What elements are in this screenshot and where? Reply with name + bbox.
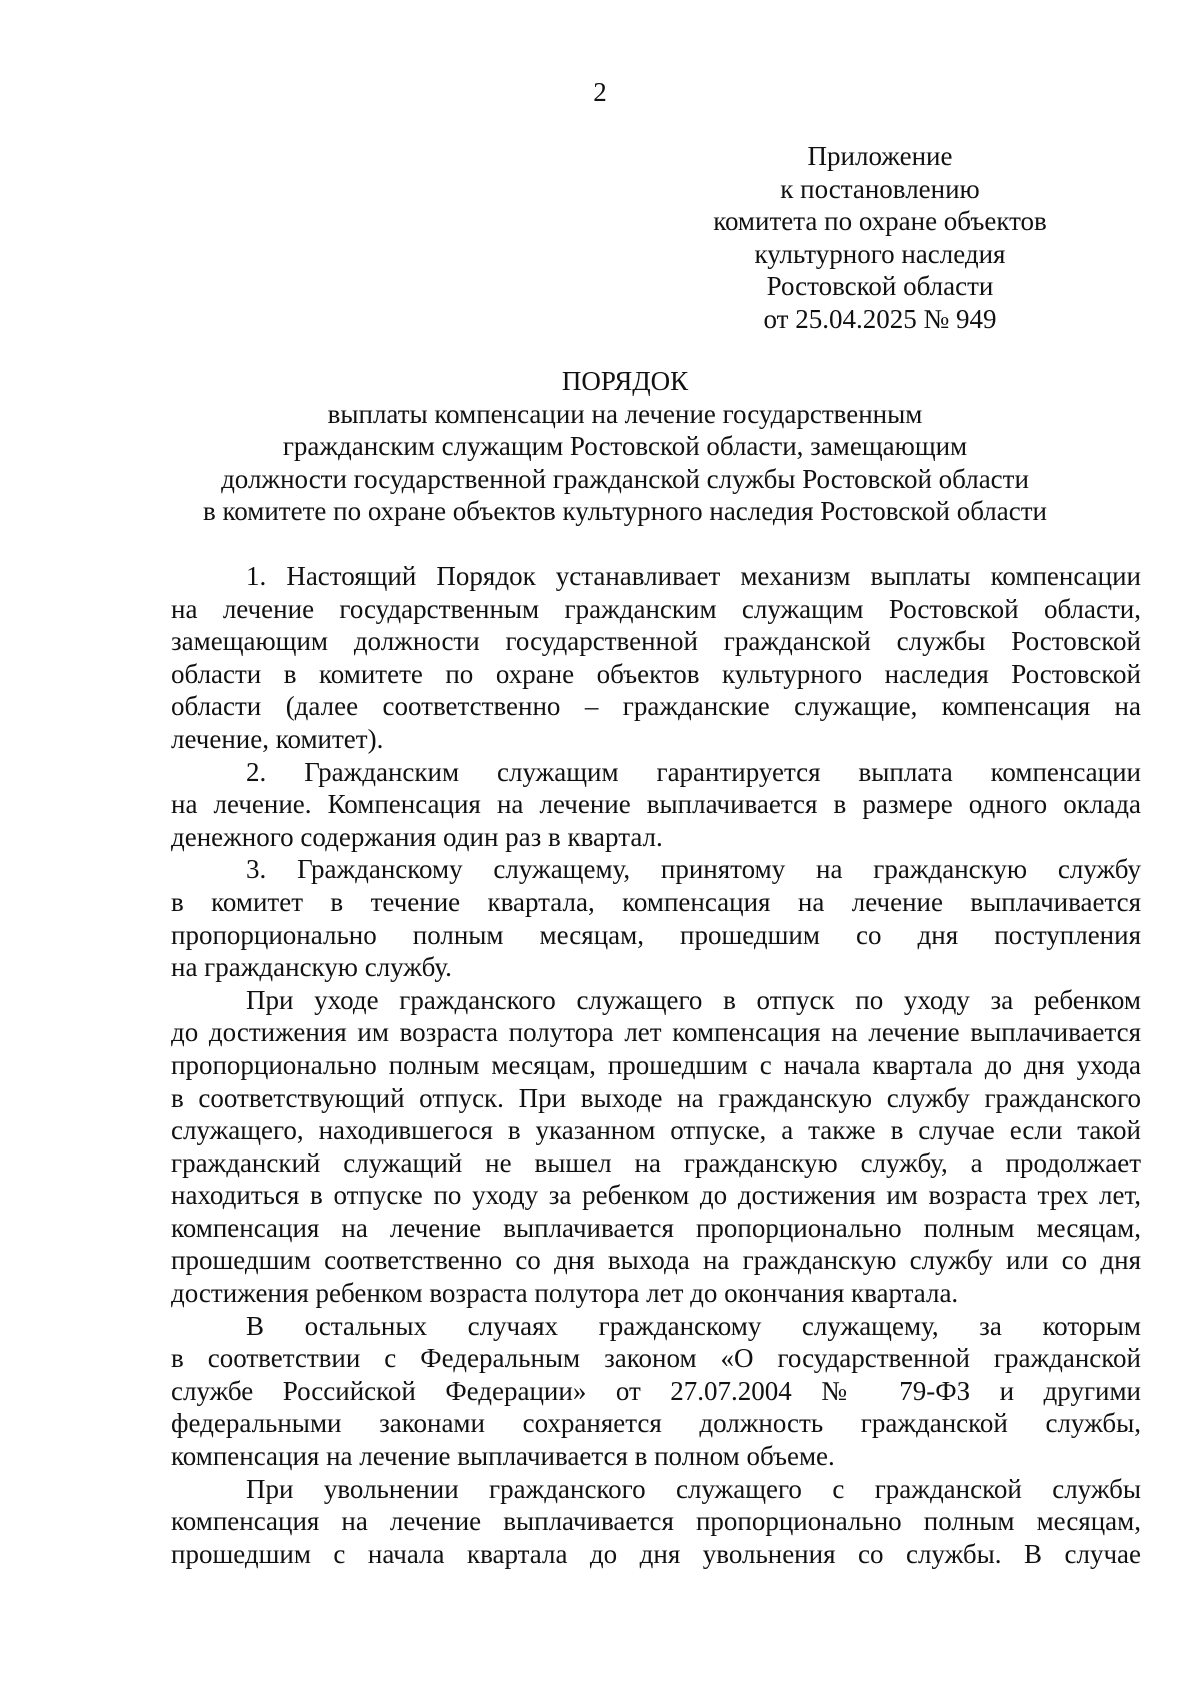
appendix-line: к постановлению (780, 173, 980, 204)
paragraph-line: в соответствии с Федеральным законом «О государственной гражданской (171, 1343, 1141, 1374)
paragraph-line: денежного содержания один раз в квартал. (171, 821, 663, 852)
paragraph-line: области в комитете по охране объектов культурного наследия Ростовской (171, 658, 1141, 689)
paragraph (171, 1473, 1141, 1571)
paragraph-line: компенсация на лечение выплачивается пропорционально полным месяцам, (171, 1506, 1141, 1537)
paragraph-line: 3. Гражданскому служащему, принятому на гражданскую службу (246, 854, 1141, 885)
paragraph-line: 1. Настоящий Порядок устанавливает механизм выплаты компенсации (246, 561, 1141, 591)
paragraph-line: на лечение. Компенсация на лечение выплачивается в размере одного оклада (171, 789, 1141, 820)
paragraph-line: 2. Гражданским служащим гарантируется выплата компенсации (246, 756, 1141, 787)
paragraph-line: в комитет в течение квартала, компенсация на лечение выплачивается (171, 886, 1141, 917)
paragraph-line: прошедшим соответственно со дня выхода на гражданскую службу или со дня (171, 1245, 1141, 1276)
paragraph-line: до достижения им возраста полутора лет компенсация на лечение выплачивается (171, 1017, 1141, 1048)
paragraph (171, 853, 1141, 983)
paragraph (171, 1310, 1141, 1473)
title-line: выплаты компенсации на лечение государственным (327, 398, 923, 429)
appendix-line: Ростовской области (766, 271, 994, 302)
paragraph-line: пропорционально полным месяцам, прошедшим со дня поступления (171, 919, 1141, 950)
paragraph-line: службе Российской Федерации» от 27.07.2004 № 79-ФЗ и другими (171, 1375, 1141, 1406)
paragraph-line: на лечение государственным гражданским служащим Ростовской области, (171, 593, 1141, 624)
paragraph-line: области (далее соответственно – гражданские служащие, компенсация на (171, 691, 1141, 722)
title-heading: ПОРЯДОК (561, 366, 689, 396)
appendix-line: Приложение (807, 141, 953, 171)
page-number: 2 (593, 77, 607, 107)
paragraph (171, 756, 1141, 854)
title-line: гражданским служащим Ростовской области, замещающим (282, 431, 968, 462)
appendix-header (675, 140, 1085, 336)
appendix-line: комитета по охране объектов (713, 206, 1047, 237)
paragraph-line: гражданский служащий не вышел на гражданскую службу, а продолжает (171, 1147, 1141, 1178)
paragraph-line: находиться в отпуске по уходу за ребенком до достижения им возраста трех лет, (171, 1180, 1141, 1211)
document-title (160, 365, 1090, 528)
paragraph (171, 560, 1141, 756)
paragraph-line: на гражданскую службу. (171, 952, 452, 983)
paragraph-line: прошедшим с начала квартала до дня увольнения со службы. В случае (171, 1538, 1141, 1569)
document-body (171, 560, 1141, 1570)
paragraph-line: В остальных случаях гражданскому служащему, за которым (246, 1310, 1141, 1341)
paragraph-line: достижения ребенком возраста полутора лет до окончания квартала. (171, 1278, 959, 1309)
paragraph-line: компенсация на лечение выплачивается пропорционально полным месяцам, (171, 1212, 1141, 1243)
paragraph-line: федеральными законами сохраняется должность гражданской службы, (171, 1408, 1141, 1439)
appendix-line: от 25.04.2025 № 949 (763, 303, 997, 334)
paragraph-line: замещающим должности государственной гражданской службы Ростовской (171, 626, 1141, 657)
paragraph-line: в соответствующий отпуск. При выходе на гражданскую службу гражданского (171, 1082, 1141, 1113)
paragraph-line: пропорционально полным месяцам, прошедшим с начала квартала до дня ухода (171, 1049, 1141, 1080)
paragraph-line: При увольнении гражданского служащего с гражданской службы (246, 1473, 1141, 1504)
title-line: в комитете по охране объектов культурного наследия Ростовской области (203, 496, 1047, 527)
appendix-line: культурного наследия (754, 238, 1006, 269)
paragraph-line: служащего, находившегося в указанном отпуске, а также в случае если такой (171, 1115, 1141, 1146)
paragraph (171, 984, 1141, 1310)
paragraph-line: компенсация на лечение выплачивается в полном объеме. (171, 1441, 835, 1472)
paragraph-line: лечение, комитет). (171, 723, 384, 754)
title-line: должности государственной гражданской службы Ростовской области (221, 463, 1029, 494)
paragraph-line: При уходе гражданского служащего в отпуск по уходу за ребенком (246, 984, 1141, 1015)
